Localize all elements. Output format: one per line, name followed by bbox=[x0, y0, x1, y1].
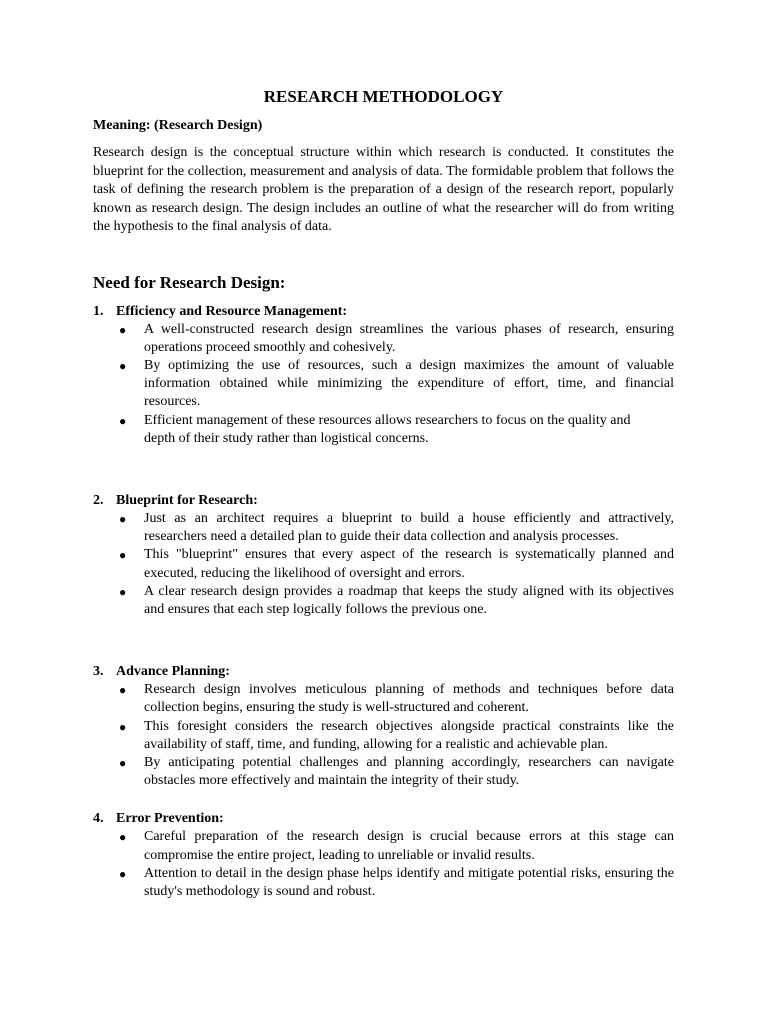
bullet-text: Attention to detail in the design phase helps identify and mitigate potential risks, ensuring the study's methodology is sound and robust. bbox=[144, 865, 674, 899]
section-title-text: Efficiency and Resource Management: bbox=[116, 303, 348, 319]
need-heading: Need for Research Design: bbox=[93, 272, 286, 292]
section-number: 1. bbox=[93, 303, 104, 319]
bullet-icon: ● bbox=[119, 719, 127, 734]
bullet-icon: ● bbox=[119, 322, 127, 337]
bullet-text: By anticipating potential challenges and planning accordingly, researchers can navigate obstacles more effectively and maintain the integrity of their study. bbox=[144, 754, 674, 789]
sections-list bbox=[93, 303, 674, 902]
bullet-icon: ● bbox=[119, 830, 127, 845]
section-title bbox=[93, 663, 674, 681]
bullet-text-continuation: depth of their study rather than logistical concerns. bbox=[144, 430, 429, 446]
section-title-text: Advance Planning: bbox=[116, 664, 230, 680]
section-item bbox=[93, 810, 674, 901]
bullet-text: A clear research design provides a roadmap that keeps the study aligned with its objectives and ensures that each step logically follows the previous one. bbox=[144, 583, 674, 617]
section-item bbox=[93, 303, 674, 448]
bullet-text: Careful preparation of the research design is crucial because errors at this stage can compromise the entire project, leading to unreliable or invalid results. bbox=[144, 829, 674, 863]
section-title bbox=[93, 303, 674, 321]
bullet-item bbox=[119, 321, 674, 357]
bullet-text: Just as an architect requires a blueprint to build a house efficiently and attractively, researchers need a detailed plan to guide their data collection and analysis processes. bbox=[144, 510, 674, 545]
section-item bbox=[93, 492, 674, 619]
bullet-text: By optimizing the use of resources, such a design maximizes the amount of valuable information obtained while minimizing the expenditure of effort, time, and financial resources. bbox=[144, 357, 674, 410]
bullet-icon: ● bbox=[119, 683, 127, 698]
document-page bbox=[93, 87, 674, 901]
bullet-text: Efficient management of these resources allows researchers to focus on the quality and bbox=[144, 412, 631, 428]
bullet-item bbox=[119, 357, 674, 412]
section-number: 2. bbox=[93, 492, 104, 508]
bullet-item bbox=[119, 754, 674, 790]
bullet-icon: ● bbox=[119, 584, 127, 599]
bullet-list bbox=[93, 510, 674, 619]
meaning-heading: Meaning: (Research Design) bbox=[93, 118, 263, 133]
bullet-icon: ● bbox=[119, 755, 127, 770]
section-number: 3. bbox=[93, 664, 104, 680]
bullet-icon: ● bbox=[119, 358, 127, 373]
bullet-text: This "blueprint" ensures that every aspect of the research is systematically planned and executed, reducing the likelihood of oversight and errors. bbox=[144, 547, 674, 581]
section-number: 4. bbox=[93, 811, 104, 827]
bullet-list bbox=[93, 321, 674, 448]
section-title-text: Error Prevention: bbox=[116, 811, 224, 827]
bullet-item bbox=[119, 828, 674, 864]
intro-paragraph: Research design is the conceptual structure within which research is conducted. It constitutes the blueprint for the collection, measurement and analysis of data. The formidable problem that follows the task of defining the research problem is the preparation of a design of the research report, popularly known as research design. The design includes an outline of what the researcher will do from writing the hypothesis to the final analysis of data. bbox=[93, 145, 674, 234]
bullet-icon: ● bbox=[119, 511, 127, 526]
bullet-icon: ● bbox=[119, 866, 127, 881]
bullet-item bbox=[119, 583, 674, 619]
section-item bbox=[93, 663, 674, 790]
section-title-text: Blueprint for Research: bbox=[116, 492, 258, 508]
bullet-item bbox=[119, 546, 674, 582]
bullet-icon: ● bbox=[119, 413, 127, 428]
bullet-text: Research design involves meticulous planning of methods and techniques before data collection begins, ensuring the study is well-structured and coherent. bbox=[144, 682, 674, 716]
bullet-icon: ● bbox=[119, 548, 127, 563]
bullet-item bbox=[119, 718, 674, 754]
bullet-text: This foresight considers the research objectives alongside practical constraints like the availability of staff, time, and funding, allowing for a realistic and achievable plan. bbox=[144, 718, 674, 752]
bullet-item bbox=[119, 681, 674, 717]
bullet-list bbox=[93, 828, 674, 901]
bullet-item bbox=[119, 865, 674, 901]
document-title: RESEARCH METHODOLOGY bbox=[263, 87, 504, 106]
bullet-item bbox=[119, 412, 674, 448]
bullet-item bbox=[119, 510, 674, 546]
section-title bbox=[93, 492, 674, 510]
bullet-list bbox=[93, 681, 674, 790]
section-title bbox=[93, 810, 674, 828]
bullet-text: A well-constructed research design streamlines the various phases of research, ensuring operations proceed smoothly and cohesively. bbox=[144, 321, 674, 355]
